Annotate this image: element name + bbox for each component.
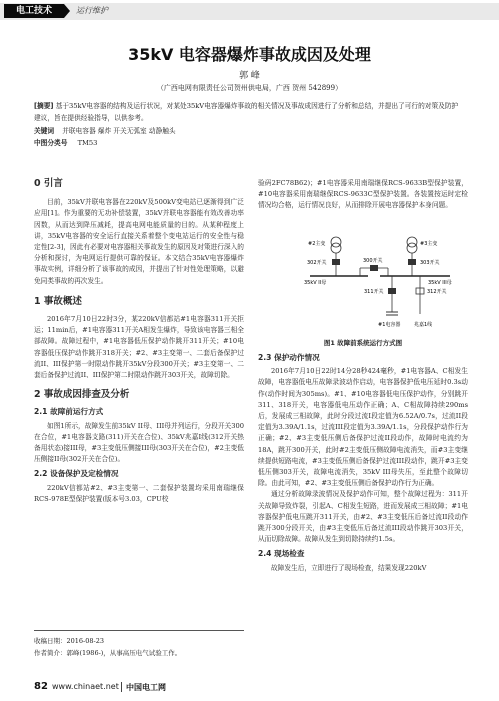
section-2-heading: 2 事故成因排查及分析 [34,389,130,401]
label-cap1: #1电容器 [378,322,401,328]
right-column-top [258,178,468,212]
keywords-text: 并联电容器 爆炸 开关无弧室 动静触头 [62,127,176,135]
breaker-303 [408,259,416,265]
label-bus3: 35kV III母 [428,280,452,286]
section-1-paragraph: 2016年7月10日22时3分，某220kV信都站#1电容器311开关拒运；11min后，#1电容器311开关A相发生爆炸，导致该电容器三相全部故障。故障过程中，#1电容器低压保护动作跳开311开关；#10电容器低压保护动作跳开318开关；#2、#3主变第一、二套后备保护过流II、III保护第一时限动作跳开35kV分段300开关；#3主变第一、二套后备保护过流II、III保护第二时限动作跳开303开关，故障切除。 [34,315,244,380]
section-2-3-paragraph-1: 2016年7月10日22时14分28秒424毫秒，#1电容器A、C相发生故障，电容器低电压故障录波动作启动，电容器保护低电压延时0.3s动作(动作时间为305ms)。#1、#10电容器低电压保护动作，分别跳开311、318开关，电容器低电压动作正确；A、C相故障持续290ms后，发展成三相故障，此时分段过流I段定值为6.52A/0.7s，过流II段定值为3.39A/1.1s，过流III段定值为3.39A/1.1s，分段保护动作行为正确；#2、#3主变低压侧后备保护过流II段动作，故障时电流约为18A，跳开300开关，此时#2主变低压侧故障电流消失，而#3主变继续提供短路电流，#3主变低压侧后备保护过流III段动作，跳开#3主变低压侧303开关，故障电流消失，35kV III母失压，至此整个故障切除。由此可知，#2、#3主变低压侧后备保护动作行为正确。 [258,367,468,488]
footer-site-url: www.chinaet.net [52,682,119,691]
abstract-text: 基于35kV电容器的结构及运行状况，对某处35kV电容器爆炸事故的相关情况及事故成因进行了分析和总结，并提出了可行的对策及防护建议，旨在提供经验指导，以供参考。 [34,102,459,122]
left-column [34,178,244,505]
transformer-2-symbol [331,237,341,253]
footnote-rule [34,630,244,631]
right-continuation-paragraph: 验码2FC78B62)；#1电容器采用南瑞继保RCS-9633B型保护装置，#10电容器采用南瑞继保RCS-9633C型保护装置。各装置按运时定检情况均合格，运行情况良好，从而排除开展电容器保护本身问题。 [258,179,468,210]
footnote-received: 收稿日期：2016-08-23 [34,637,104,645]
abstract-label: [摘要] [34,102,54,110]
section-tag: 电工技术 [4,4,64,18]
abstract-block [34,100,464,124]
page-number: 82 [34,681,48,692]
section-2-2-heading: 2.2 设备保护及定检情况 [34,469,119,479]
article-title: 35kV 电容器爆炸事故成因及处理 [128,45,371,64]
section-2-3-heading: 2.3 保护动作情况 [258,353,320,362]
label-bus2: 35kV II母 [304,280,327,286]
label-t2: #2主变 [308,241,326,247]
transformer-3-symbol [407,237,417,253]
column-name: 运行维护 [76,6,108,15]
section-0-heading: 0 引言 [34,178,63,189]
article-author: 郭 峰 [239,71,260,81]
label-303: 303开关 [420,260,440,266]
header-chevron-icon [64,4,70,18]
breaker-302 [332,259,340,265]
class-label: 中图分类号 [34,139,68,147]
section-0-paragraph: 目前，35kV并联电容器在220kV及500kV变电站已逐渐得到广泛应用[1]。作为重要的无功补偿装置，35kV并联电容器能有效改善功率因数，从而达到降压减耗，提高电网电能质量的目的。从某种程度上讲，35kV电容器的安全运行直接关系着整个变电站运行的安全性与稳定性[2-3]，因此有必要对电容器相关事故发生的原因及对策进行深入的分析和探讨，为电网运行提供可靠的保证。本文结合35kV电容器爆炸事故实例，详细分析了该事故的成因，并提出了针对性处理策略，以避免同类事故的再次发生。 [34,198,244,285]
label-line1: 兆嘉1线 [414,322,433,328]
footer-divider [121,682,122,692]
figure-1-caption: 图1 故障前系统运行方式图 [323,339,403,347]
footnote-bio: 作者简介：郭峰(1986-)，从事高压电气试验工作。 [34,649,182,657]
breaker-311 [388,288,396,294]
classification-line [34,137,464,149]
keywords-line [34,125,464,137]
label-312: 312开关 [427,289,447,295]
section-2-2-paragraph: 220kV信都站#2、#3主变第一、二套保护装置均采用南瑞继保RCS-978E型保护装置(版本号3.03，CPU校 [34,483,244,503]
section-2-3-paragraph-2: 通过分析故障录波情况及保护动作可知，整个故障过程为：311开关故障导致炸裂，引起A、C相发生短路，进而发展成三相故障；#1电容器保护低电压跳开311开关，由#2、#3主变低压后备过流II段动作跳开300分段开关，由#3主变低压后备过流III段动作跳开303开关，从而切除故障。故障从发生到切除持续约1.5s。 [258,490,468,544]
label-t3: #3主变 [420,241,438,247]
label-300: 300开关 [363,258,383,264]
header-band [0,3,499,20]
section-2-4-heading: 2.4 现场检查 [258,549,305,559]
article-affiliation: （广西电网有限责任公司贺州供电局，广西 贺州 542899） [156,84,343,92]
right-column-bottom [258,352,468,574]
section-1-heading: 1 事故概述 [34,295,82,307]
section-2-1-heading: 2.1 故障前运行方式 [34,407,104,417]
keywords-label: 关键词 [34,127,55,135]
section-2-4-paragraph: 故障发生后，立即进行了现场检查，结果发现220kV [271,563,427,572]
section-2-1-paragraph: 如图1所示，故障发生前35kV II母、III母并列运行，分段开关300在合位，#1电容器支路(311)开关在合位)、35kV兆嘉I线(312开关热备用状态)接III母，#3主变低压侧接III母(303开关在合位)，#2主变低压侧接II母(302开关在合位)。 [34,421,244,464]
breaker-300 [370,265,378,271]
label-302: 302开关 [307,260,327,266]
class-value: TM53 [77,139,98,147]
label-311: 311开关 [364,289,384,295]
footer-journal: 中国电工网 [126,683,166,692]
figure-1-diagram [300,232,460,332]
capacitor-symbol [386,312,398,315]
